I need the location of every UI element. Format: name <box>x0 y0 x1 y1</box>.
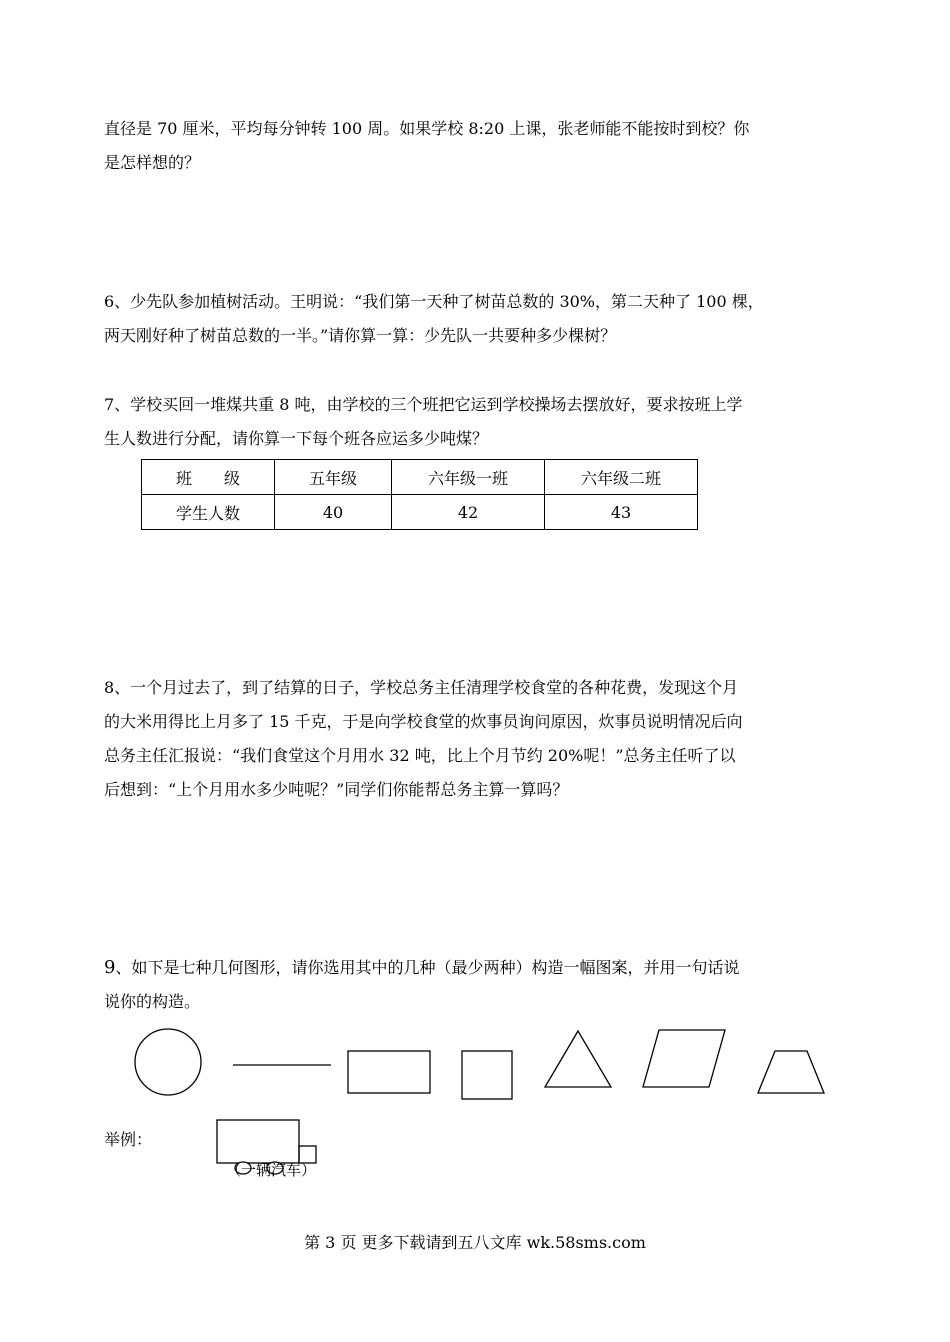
q8-line-3: 总务主任汇报说：“我们食堂这个月用水 32 吨，比上个月节约 20%呢！”总务主任听了以 <box>104 746 736 765</box>
q5-line-2: 是怎样想的？ <box>104 153 201 172</box>
square-shape <box>462 1051 512 1099</box>
circle-shape <box>135 1029 201 1095</box>
q9-line-2: 说你的构造。 <box>104 992 201 1011</box>
trapezoid-shape <box>758 1051 824 1093</box>
q9-number: 9 <box>104 957 116 978</box>
q8-line-2: 的大米用得比上月多了 15 千克，于是向学校食堂的炊事员询问原因，炊事员说明情况后向 <box>104 712 743 731</box>
q6-line-1: 6、少先队参加植树活动。王明说：“我们第一天种了树苗总数的 30%，第二天种了 100 棵， <box>104 292 764 311</box>
table-cell: 班 级 <box>142 460 275 495</box>
page-footer: 第 3 页 更多下载请到五八文库 wk.58sms.com <box>304 1233 646 1252</box>
table-cell: 六年级二班 <box>545 460 698 495</box>
q5-line-1: 直径是 70 厘米，平均每分钟转 100 周。如果学校 8:20 上课，张老师能不能按时到校？你 <box>104 119 750 138</box>
parallelogram-shape <box>643 1030 725 1087</box>
example-label: 举例： <box>104 1130 153 1149</box>
table-cell: 43 <box>545 495 698 530</box>
q7-line-2: 生人数进行分配，请你算一下每个班各应运多少吨煤？ <box>104 429 489 448</box>
rectangle-shape <box>348 1051 430 1093</box>
triangle-shape <box>545 1031 611 1087</box>
q7-line-1: 7、学校买回一堆煤共重 8 吨，由学校的三个班把它运到学校操场去摆放好，要求按班上学 <box>104 395 743 414</box>
q9-line-1-text: 、如下是七种几何图形，请你选用其中的几种（最少两种）构造一幅图案，并用一句话说 <box>115 958 740 977</box>
table-cell: 学生人数 <box>142 495 275 530</box>
truck-body <box>217 1120 299 1163</box>
table-cell: 40 <box>275 495 392 530</box>
example-caption: （一辆汽车） <box>226 1161 317 1179</box>
q8-line-4: 后想到：“上个月用水多少吨呢？”同学们你能帮总务主算一算吗？ <box>104 780 569 799</box>
table-cell: 六年级一班 <box>392 460 545 495</box>
q6-line-2: 两天刚好种了树苗总数的一半。”请你算一算：少先队一共要种多少棵树？ <box>104 326 617 345</box>
table-cell: 42 <box>392 495 545 530</box>
q8-line-1: 8、一个月过去了，到了结算的日子，学校总务主任清理学校食堂的各种花费，发现这个月 <box>104 678 739 697</box>
table-cell: 五年级 <box>275 460 392 495</box>
